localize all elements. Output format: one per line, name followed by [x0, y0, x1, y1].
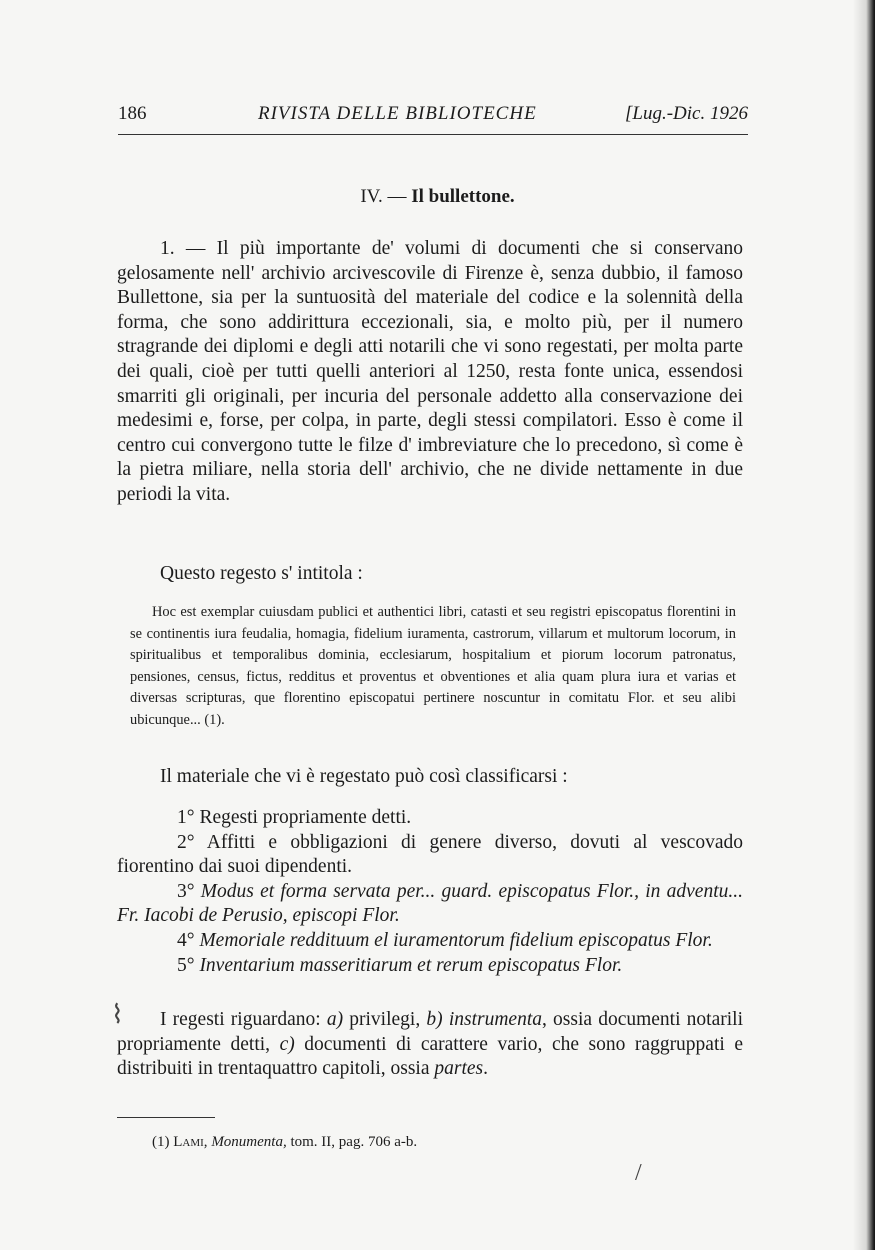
para2-mark: c) [279, 1033, 295, 1055]
list-item-text: Memoriale reddituum el iuramentorum fidelium episcopatus Flor. [199, 929, 713, 951]
margin-pencil-mark: / [635, 1160, 642, 1186]
paragraph-1 [117, 237, 743, 508]
list-item-number: 5° [177, 954, 195, 976]
intro-line-text: Questo regesto s' intitola : [160, 563, 363, 584]
list-item [117, 831, 743, 880]
list-item-number: 1° [177, 807, 195, 828]
quotation-body: Hoc est exemplar cuiusdam publici et authentici libri, catasti et seu registri episcopatus florentini in se continentis iura feudalia, homagia, fidelium iuramenta, castrorum, villarum et multorum locorum, in spiritualibus et temporalibus dominia, ecclesiarum, hospitalium et piorum locorum patronatus, pensiones, census, fictus, redditus et proventus et obventiones et alia quam plura iura et varias et diversas scripturas, que florentino episcopatui pertinere noscuntur in comitatu Flor. et seu alibi ubicunque... [130, 604, 736, 728]
list-item-text: Affitti e obbligazioni di genere diverso, dovuti al vescovado fiorentino dai suoi dipendenti. [117, 831, 743, 878]
section-heading [0, 186, 875, 208]
list-item-text: Modus et forma servata per... guard. episcopatus Flor., in adventu... Fr. Iacobi de Perusio, episcopi Flor. [117, 880, 744, 927]
footnote-location: tom. II, pag. 706 a-b. [290, 1134, 418, 1150]
para2-segment: privilegi, [343, 1009, 427, 1030]
section-number: IV. — [360, 186, 407, 207]
page-number: 186 [118, 103, 147, 124]
classification-list [117, 806, 743, 978]
classification-intro [117, 765, 743, 790]
list-item-number: 4° [177, 929, 195, 951]
quotation-text [130, 602, 736, 732]
para2-mark: a) [326, 1009, 344, 1030]
para2-segment: . [483, 1058, 488, 1080]
list-item [117, 954, 743, 979]
list-item-number: 2° [177, 831, 195, 853]
para2-italic: partes [434, 1058, 484, 1080]
running-title: RIVISTA DELLE BIBLIOTECHE [258, 103, 537, 124]
list-item-text: Regesti propriamente detti. [199, 807, 412, 828]
paragraph-1-text: 1. — Il più importante de' volumi di documenti che si conservano gelosamente nell' archivio arcivescovile di Firenze è, senza dubbio, il famoso Bullettone, sia per la suntuosità del materiale del codice e la solennità della forma, che sono addirittura eccezionali, sia, e molto più, per il numero stragrande dei diplomi e degli atti notarili che vi sono regestati, per molta parte dei quali, cioè per tutti quelli anteriori al 1250, resta fonte unica, essendosi smarriti gli originali, per incuria del personale addetto alla conservazione dei medesimi e, forse, per colpa, in parte, degli stessi compilatori. Esso è come il centro cui convergono tutte le filze d' imbreviature che lo precedono, sì come è la pietra miliare, nella storia dell' archivio, che ne divide nettamente in due periodi la vita. [117, 238, 743, 505]
paragraph-2-text [117, 1008, 743, 1082]
margin-pencil-mark: ⌇ [111, 1000, 124, 1029]
para2-segment: documenti di carattere vario, che sono raggruppati e distribuiti in trentaquattro capitoli, ossia [117, 1033, 743, 1080]
list-item [117, 929, 743, 954]
section-title: Il bullettone. [411, 186, 515, 207]
classification-intro-text: Il materiale che vi è regestato può così classificarsi : [160, 766, 568, 787]
latin-quotation [130, 602, 736, 732]
footnote-ref: (1) [152, 1134, 170, 1150]
para2-segment: I regesti riguardano: [160, 1009, 327, 1030]
issue-date: [Lug.-Dic. 1926 [625, 103, 748, 124]
list-item [117, 806, 743, 831]
list-item-text: Inventarium masseritiarum et rerum episcopatus Flor. [199, 954, 623, 976]
running-header [118, 103, 748, 131]
quotation-note-ref: (1). [204, 711, 225, 728]
footnote [152, 1134, 752, 1151]
para2-italic: instrumenta [448, 1009, 542, 1030]
para2-mark: b) [426, 1009, 443, 1030]
list-item [117, 880, 743, 929]
header-rule [118, 134, 748, 135]
paragraph-2 [117, 1008, 743, 1082]
list-item-number: 3° [177, 880, 195, 902]
footnote-rule [117, 1117, 215, 1118]
footnote-author: Lami, [173, 1134, 208, 1150]
intro-line [117, 562, 743, 587]
para2-segment: , ossia documenti notarili propriamente detti, [117, 1009, 743, 1055]
footnote-work: Monumenta, [211, 1134, 287, 1150]
